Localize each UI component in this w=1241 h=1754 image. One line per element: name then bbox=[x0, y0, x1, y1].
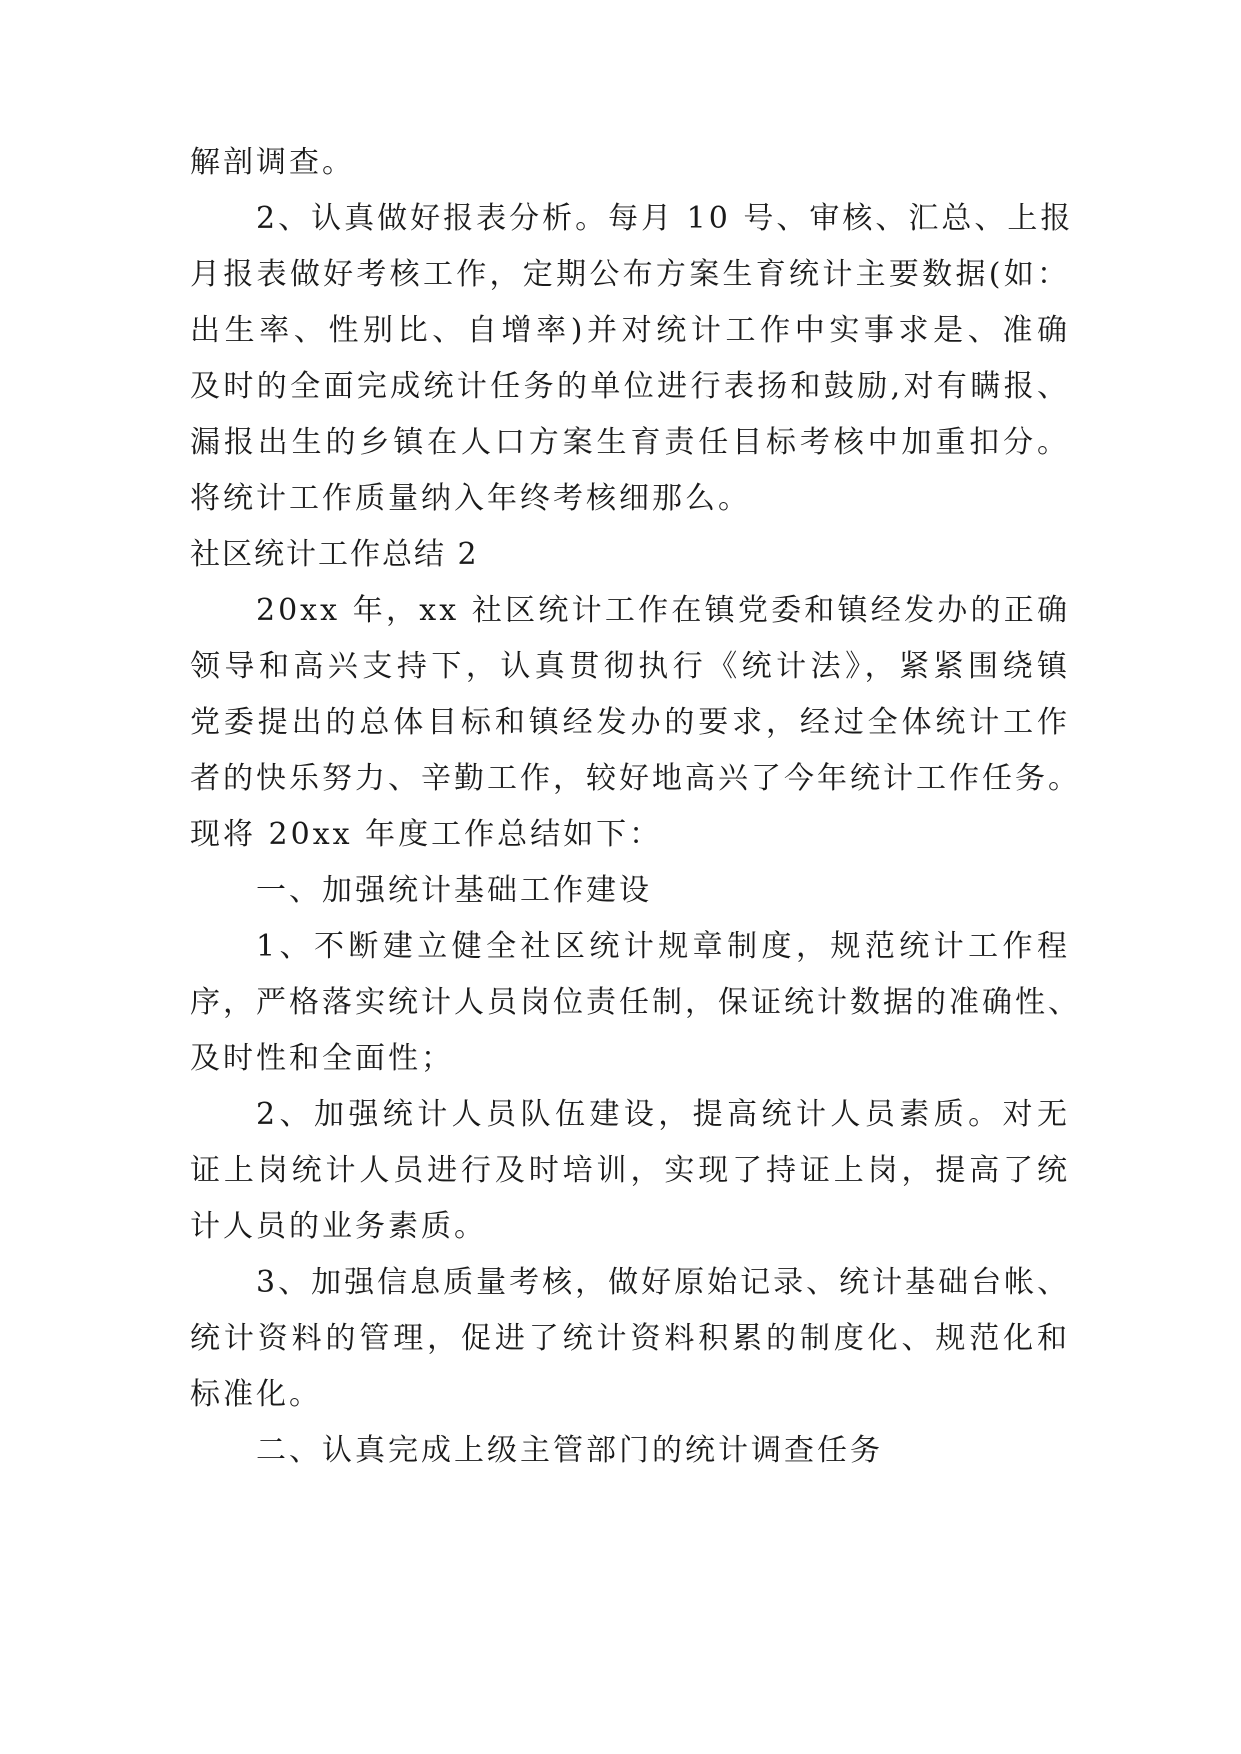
text-line: 月报表做好考核工作，定期公布方案生育统计主要数据(如： bbox=[190, 257, 1070, 292]
text-line: 2、加强统计人员队伍建设，提高统计人员素质。对无 bbox=[256, 1097, 1070, 1132]
text-line: 序，严格落实统计人员岗位责任制，保证统计数据的准确性、 bbox=[190, 985, 1081, 1020]
subsection-heading: 一、加强统计基础工作建设 bbox=[256, 873, 652, 908]
text-line: 将统计工作质量纳入年终考核细那么。 bbox=[190, 481, 751, 516]
text-line: 20xx 年，xx 社区统计工作在镇党委和镇经发办的正确 bbox=[256, 593, 1070, 628]
text-line: 证上岗统计人员进行及时培训，实现了持证上岗，提高了统 bbox=[190, 1153, 1070, 1188]
text-line: 党委提出的总体目标和镇经发办的要求，经过全体统计工作 bbox=[190, 705, 1070, 740]
text-line: 计人员的业务素质。 bbox=[190, 1209, 487, 1244]
text-line: 及时性和全面性； bbox=[190, 1041, 454, 1076]
text-line: 解剖调查。 bbox=[190, 145, 355, 180]
text-line: 2、认真做好报表分析。每月 10 号、审核、汇总、上报 bbox=[256, 201, 1074, 236]
text-line: 1、不断建立健全社区统计规章制度，规范统计工作程 bbox=[256, 929, 1070, 964]
section-title: 社区统计工作总结 2 bbox=[190, 537, 479, 572]
text-line: 漏报出生的乡镇在人口方案生育责任目标考核中加重扣分。 bbox=[190, 425, 1070, 460]
text-line: 领导和高兴支持下，认真贯彻执行《统计法》，紧紧围绕镇 bbox=[190, 649, 1070, 684]
text-line: 标准化。 bbox=[190, 1377, 322, 1412]
text-line: 现将 20xx 年度工作总结如下： bbox=[190, 817, 663, 852]
text-line: 及时的全面完成统计任务的单位进行表扬和鼓励,对有瞒报、 bbox=[190, 369, 1070, 404]
text-line: 者的快乐努力、辛勤工作，较好地高兴了今年统计工作任务。 bbox=[190, 761, 1081, 796]
text-line: 出生率、性别比、自增率)并对统计工作中实事求是、准确 bbox=[190, 313, 1070, 348]
text-line: 3、加强信息质量考核，做好原始记录、统计基础台帐、 bbox=[256, 1265, 1071, 1300]
text-line: 统计资料的管理，促进了统计资料积累的制度化、规范化和 bbox=[190, 1321, 1070, 1356]
subsection-heading: 二、认真完成上级主管部门的统计调查任务 bbox=[256, 1433, 883, 1468]
